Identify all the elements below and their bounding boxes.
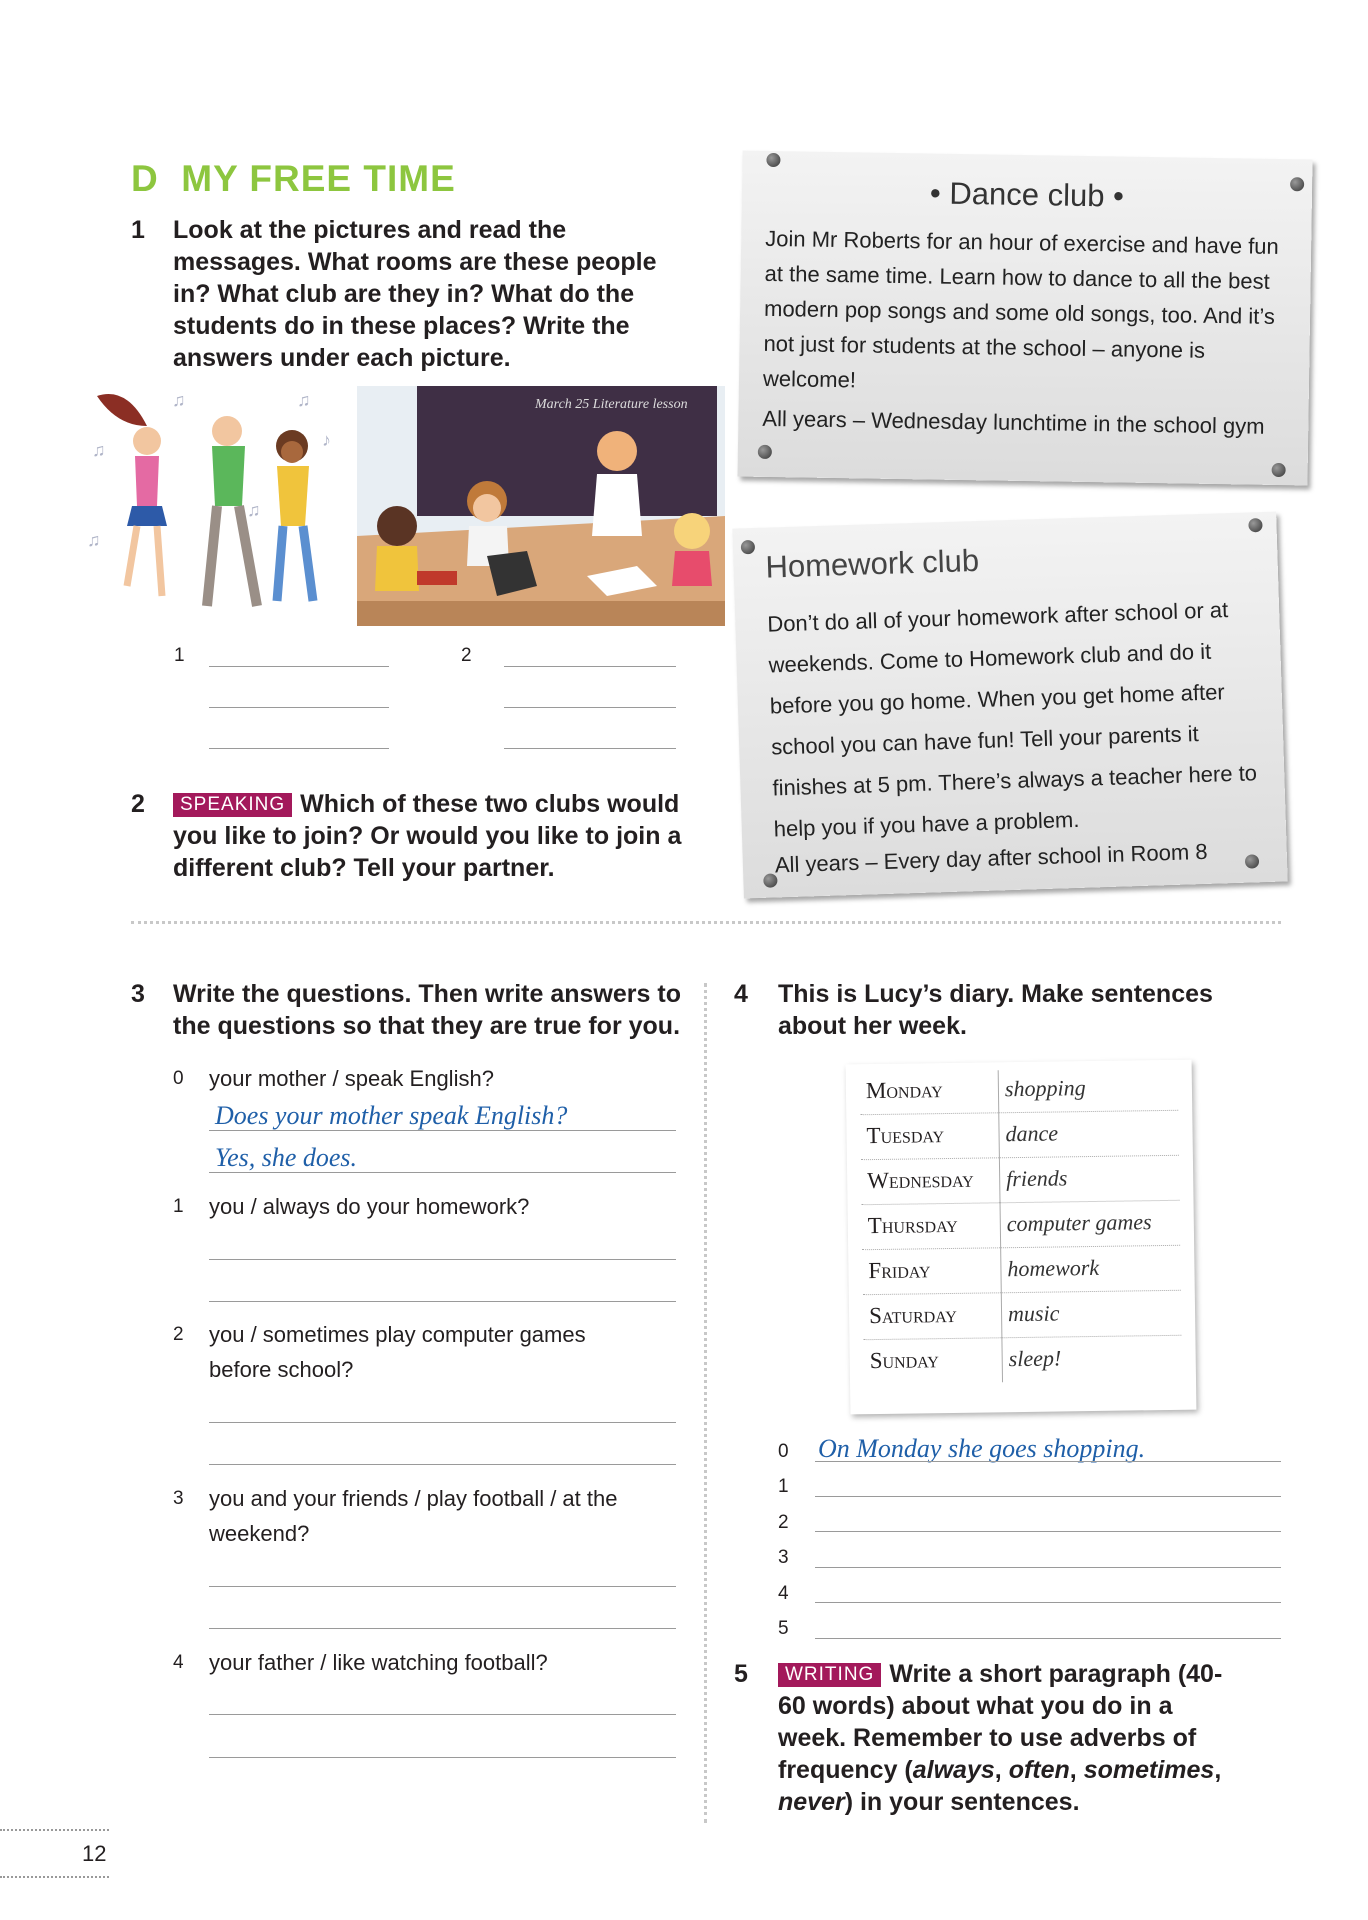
answer-line[interactable] bbox=[504, 748, 676, 749]
q1-number: 1 bbox=[131, 216, 145, 244]
speaking-badge: SPEAKING bbox=[173, 793, 292, 817]
answer-line[interactable] bbox=[209, 1464, 676, 1465]
page-number-rule bbox=[0, 1876, 109, 1878]
answer-line[interactable] bbox=[209, 1301, 676, 1302]
answer-line[interactable] bbox=[815, 1638, 1281, 1639]
q3-number: 3 bbox=[131, 980, 145, 1008]
svg-text:♫: ♫ bbox=[247, 500, 261, 520]
answer-line[interactable] bbox=[209, 1172, 676, 1173]
answer-line[interactable] bbox=[504, 666, 676, 667]
example-question: Does your mother speak English? bbox=[215, 1101, 568, 1130]
pin-icon bbox=[1248, 518, 1262, 532]
diary-row: Thursday computer games bbox=[862, 1201, 1181, 1250]
writing-badge: WRITING bbox=[778, 1663, 881, 1687]
sentence-number: 2 bbox=[778, 1512, 789, 1533]
item-prompt: your mother / speak English? bbox=[209, 1066, 494, 1091]
diary-row: Sunday sleep! bbox=[869, 1345, 1062, 1374]
answer-line[interactable] bbox=[209, 666, 389, 667]
diary-row: Monday shopping bbox=[860, 1066, 1179, 1115]
answer-2-label: 2 bbox=[461, 645, 472, 666]
answer-line[interactable] bbox=[209, 1259, 676, 1260]
homework-club-body: Don’t do all of your homework after school or at weekends. Come to Homework club and do it before you go home. When you get home after school you can have fun! Tell your parents it finishes at 5 pm. There’s always a teacher here to help you if you have a problem. bbox=[766, 597, 1258, 842]
dance-club-notice bbox=[737, 151, 1312, 486]
answer-line[interactable] bbox=[209, 1586, 676, 1587]
q4-instructions: This is Lucy’s diary. Make sentences about her week. bbox=[778, 980, 1213, 1040]
svg-text:♪: ♪ bbox=[322, 430, 331, 450]
sentence-number: 4 bbox=[778, 1583, 789, 1604]
svg-text:♫: ♫ bbox=[92, 440, 106, 460]
sentence-number: 3 bbox=[778, 1547, 789, 1568]
homework-club-title: Homework club bbox=[764, 542, 980, 585]
answer-line[interactable] bbox=[815, 1567, 1281, 1568]
answer-line[interactable] bbox=[209, 1757, 676, 1758]
pin-icon bbox=[758, 445, 772, 459]
sentence-number: 0 bbox=[778, 1441, 789, 1462]
page-number-rule bbox=[0, 1829, 109, 1831]
dancing-picture bbox=[87, 386, 347, 626]
section-title: D MY FREE TIME bbox=[131, 158, 456, 199]
answer-line[interactable] bbox=[815, 1496, 1281, 1497]
q5-instructions: WRITING Write a short paragraph (40-60 words) about what you do in a week. Remember to use adverbs of frequency (always, often, sometimes, never) in your sentences. bbox=[778, 1660, 1223, 1816]
example-answer: Yes, she does. bbox=[215, 1143, 358, 1172]
sentence-number: 1 bbox=[778, 1476, 789, 1497]
dance-club-footer: All years – Wednesday lunchtime in the school gym bbox=[762, 405, 1265, 439]
item-prompt: you and your friends / play football / at the weekend? bbox=[209, 1486, 618, 1546]
item-number: 4 bbox=[173, 1652, 184, 1673]
page-number: 12 bbox=[82, 1841, 107, 1866]
dance-club-title: • Dance club • bbox=[929, 175, 1125, 214]
item-prompt: you / sometimes play computer games before school? bbox=[209, 1322, 586, 1382]
homework-club-notice bbox=[732, 512, 1287, 899]
svg-text:♫: ♫ bbox=[297, 390, 311, 410]
answer-1-label: 1 bbox=[174, 645, 185, 666]
answer-line[interactable] bbox=[815, 1531, 1281, 1532]
answer-line[interactable] bbox=[209, 1628, 676, 1629]
lucy-diary bbox=[846, 1060, 1197, 1415]
chalkboard-text: March 25 Literature lesson bbox=[535, 397, 688, 412]
item-number: 1 bbox=[173, 1196, 184, 1217]
svg-text:♫: ♫ bbox=[87, 530, 101, 550]
answer-line[interactable] bbox=[209, 748, 389, 749]
answer-line[interactable] bbox=[209, 707, 389, 708]
q5-number: 5 bbox=[734, 1660, 748, 1688]
section-divider bbox=[131, 921, 1281, 924]
q4-number: 4 bbox=[734, 980, 748, 1008]
diary-row: Friday homework bbox=[862, 1246, 1181, 1295]
answer-line[interactable] bbox=[209, 1422, 676, 1423]
q2-instructions: SPEAKING Which of these two clubs would you like to join? Or would you like to join a different club? Tell your partner. bbox=[173, 790, 682, 882]
pin-icon bbox=[1245, 854, 1259, 868]
item-number: 0 bbox=[173, 1068, 184, 1089]
q3-instructions: Write the questions. Then write answers to the questions so that they are true for you. bbox=[173, 980, 681, 1040]
q2-number: 2 bbox=[131, 790, 145, 818]
item-prompt: you / always do your homework? bbox=[209, 1194, 530, 1219]
item-number: 2 bbox=[173, 1324, 184, 1345]
svg-text:♫: ♫ bbox=[172, 390, 186, 410]
answer-line[interactable] bbox=[504, 707, 676, 708]
pin-icon bbox=[766, 153, 780, 167]
diary-row: Tuesday dance bbox=[860, 1111, 1179, 1160]
diary-row: Wednesday friends bbox=[861, 1156, 1180, 1205]
homework-club-footer: All years – Every day after school in Room 8 bbox=[774, 838, 1208, 878]
pin-icon bbox=[741, 540, 755, 554]
answer-line[interactable] bbox=[209, 1714, 676, 1715]
q1-instructions: Look at the pictures and read the messages. What rooms are these people in? What club are they in? What do the students do in these places? Write the answers under each picture. bbox=[173, 216, 657, 372]
answer-line[interactable] bbox=[815, 1602, 1281, 1603]
example-sentence: On Monday she goes shopping. bbox=[818, 1434, 1146, 1463]
column-divider bbox=[704, 983, 707, 1823]
classroom-picture bbox=[357, 386, 725, 626]
diary-row: Saturday music bbox=[863, 1291, 1182, 1340]
item-number: 3 bbox=[173, 1488, 184, 1509]
answer-line[interactable] bbox=[815, 1461, 1281, 1462]
dance-club-body: Join Mr Roberts for an hour of exercise and have fun at the same time. Learn how to dance to all the best modern pop songs and some old songs, too. And it’s not just for students at the school – anyone is welcome! bbox=[762, 225, 1279, 393]
answer-line[interactable] bbox=[209, 1130, 676, 1131]
item-prompt: your father / like watching football? bbox=[209, 1650, 548, 1675]
sentence-number: 5 bbox=[778, 1618, 789, 1639]
pin-icon bbox=[1272, 463, 1286, 477]
